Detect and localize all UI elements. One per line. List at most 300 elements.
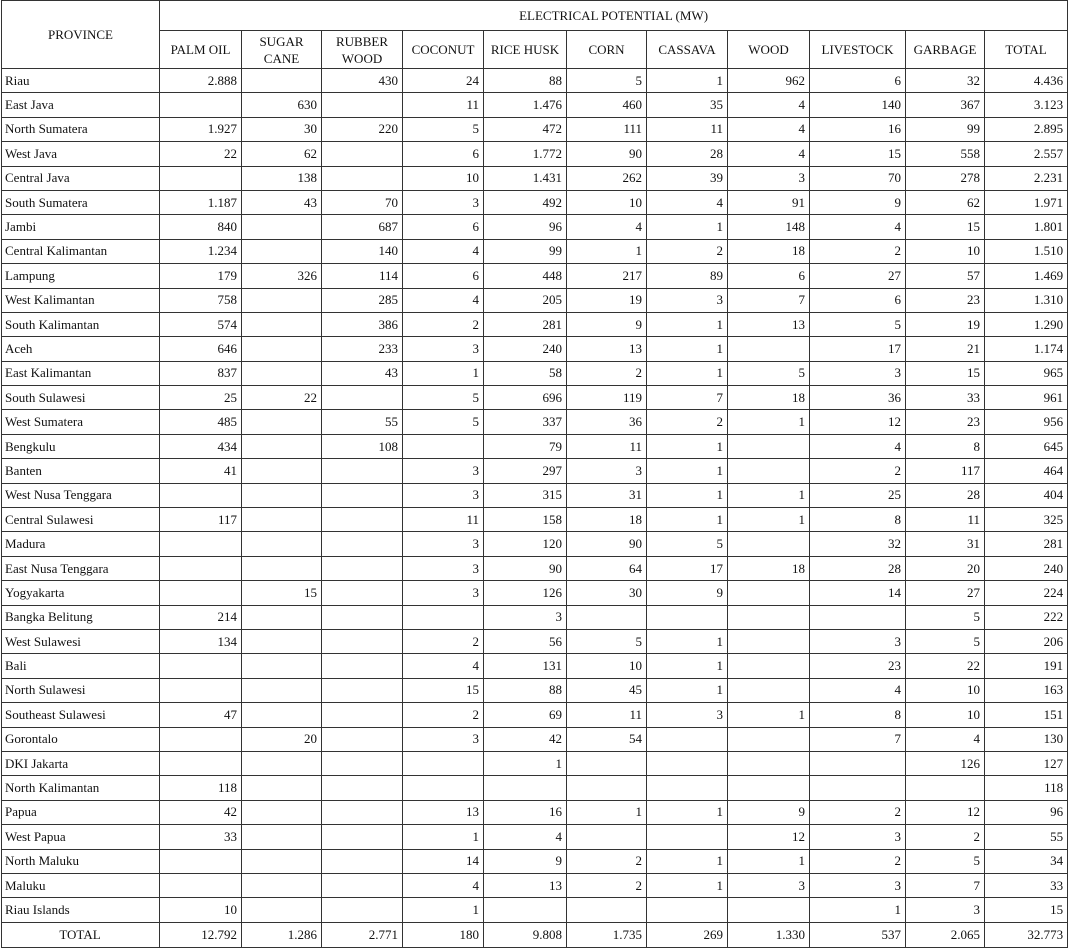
table-row <box>2 69 1068 93</box>
value-cell: 5 <box>906 629 985 653</box>
column-header-cassava: CASSAVA <box>647 31 728 69</box>
value-cell: 485 <box>160 410 242 434</box>
province-cell: North Sulawesi <box>2 678 160 702</box>
value-cell: 222 <box>985 605 1068 629</box>
value-cell: 99 <box>484 239 567 263</box>
value-cell <box>242 288 322 312</box>
value-cell <box>728 581 810 605</box>
value-cell: 1 <box>403 825 484 849</box>
value-cell: 2 <box>403 703 484 727</box>
value-cell: 17 <box>647 556 728 580</box>
province-cell: Banten <box>2 459 160 483</box>
value-cell: 34 <box>985 849 1068 873</box>
province-cell: South Kalimantan <box>2 312 160 336</box>
table-row <box>2 703 1068 727</box>
value-cell: 1 <box>647 361 728 385</box>
value-cell <box>160 751 242 775</box>
value-cell: 42 <box>160 800 242 824</box>
value-cell: 11 <box>567 703 647 727</box>
header-row-group <box>2 1 1068 31</box>
total-cell: 1.330 <box>728 922 810 947</box>
value-cell: 6 <box>403 264 484 288</box>
value-cell: 233 <box>322 337 403 361</box>
value-cell <box>484 898 567 922</box>
value-cell: 5 <box>403 386 484 410</box>
table-row <box>2 751 1068 775</box>
value-cell: 3 <box>647 288 728 312</box>
province-cell: Maluku <box>2 873 160 897</box>
value-cell: 62 <box>242 142 322 166</box>
value-cell: 32 <box>810 532 906 556</box>
value-cell: 30 <box>567 581 647 605</box>
province-cell: West Java <box>2 142 160 166</box>
value-cell <box>160 93 242 117</box>
value-cell: 240 <box>985 556 1068 580</box>
column-header-coconut: COCONUT <box>403 31 484 69</box>
table-row <box>2 776 1068 800</box>
value-cell: 120 <box>484 532 567 556</box>
value-cell: 558 <box>906 142 985 166</box>
province-cell: Jambi <box>2 215 160 239</box>
value-cell: 1 <box>567 239 647 263</box>
value-cell <box>647 605 728 629</box>
value-cell: 4 <box>728 142 810 166</box>
table-row <box>2 312 1068 336</box>
table-row <box>2 508 1068 532</box>
value-cell: 430 <box>322 69 403 93</box>
value-cell: 285 <box>322 288 403 312</box>
value-cell <box>242 605 322 629</box>
value-cell <box>322 556 403 580</box>
value-cell: 126 <box>484 581 567 605</box>
value-cell <box>322 605 403 629</box>
value-cell: 1 <box>647 69 728 93</box>
value-cell <box>322 142 403 166</box>
value-cell: 3 <box>906 898 985 922</box>
column-header-sugar-cane: SUGAR CANE <box>242 31 322 69</box>
value-cell <box>160 532 242 556</box>
value-cell: 2 <box>906 825 985 849</box>
value-cell: 11 <box>567 434 647 458</box>
value-cell <box>322 386 403 410</box>
value-cell <box>647 776 728 800</box>
value-cell: 2 <box>403 312 484 336</box>
value-cell: 96 <box>484 215 567 239</box>
value-cell <box>647 751 728 775</box>
value-cell: 386 <box>322 312 403 336</box>
value-cell <box>322 678 403 702</box>
value-cell: 434 <box>160 434 242 458</box>
value-cell: 4 <box>403 873 484 897</box>
value-cell: 4.436 <box>985 69 1068 93</box>
value-cell <box>322 166 403 190</box>
value-cell <box>403 434 484 458</box>
value-cell <box>728 532 810 556</box>
value-cell <box>567 605 647 629</box>
value-cell: 961 <box>985 386 1068 410</box>
value-cell <box>810 605 906 629</box>
province-cell: West Nusa Tenggara <box>2 483 160 507</box>
value-cell <box>322 93 403 117</box>
value-cell: 91 <box>728 190 810 214</box>
column-header-rubber-wood: RUBBER WOOD <box>322 31 403 69</box>
value-cell: 3 <box>647 703 728 727</box>
value-cell: 20 <box>906 556 985 580</box>
value-cell: 1.971 <box>985 190 1068 214</box>
header-row-columns <box>2 31 1068 69</box>
value-cell <box>728 459 810 483</box>
value-cell: 33 <box>160 825 242 849</box>
value-cell <box>160 849 242 873</box>
value-cell: 7 <box>647 386 728 410</box>
value-cell <box>322 776 403 800</box>
value-cell: 90 <box>567 142 647 166</box>
value-cell: 4 <box>647 190 728 214</box>
value-cell: 13 <box>728 312 810 336</box>
value-cell: 206 <box>985 629 1068 653</box>
value-cell: 464 <box>985 459 1068 483</box>
column-header-garbage: GARBAGE <box>906 31 985 69</box>
province-cell: East Kalimantan <box>2 361 160 385</box>
value-cell: 3 <box>810 361 906 385</box>
total-cell: 180 <box>403 922 484 947</box>
total-cell: 269 <box>647 922 728 947</box>
value-cell <box>242 239 322 263</box>
value-cell: 472 <box>484 117 567 141</box>
province-cell: Bangka Belitung <box>2 605 160 629</box>
table-row <box>2 605 1068 629</box>
value-cell: 90 <box>567 532 647 556</box>
table-row <box>2 288 1068 312</box>
value-cell: 22 <box>242 386 322 410</box>
value-cell: 5 <box>403 117 484 141</box>
value-cell: 5 <box>906 849 985 873</box>
value-cell: 24 <box>403 69 484 93</box>
value-cell <box>728 434 810 458</box>
value-cell <box>322 800 403 824</box>
province-cell: Southeast Sulawesi <box>2 703 160 727</box>
value-cell: 10 <box>567 654 647 678</box>
value-cell <box>242 508 322 532</box>
total-cell: 12.792 <box>160 922 242 947</box>
value-cell: 108 <box>322 434 403 458</box>
value-cell <box>242 337 322 361</box>
value-cell: 4 <box>728 93 810 117</box>
value-cell: 220 <box>322 117 403 141</box>
value-cell: 758 <box>160 288 242 312</box>
value-cell: 16 <box>484 800 567 824</box>
value-cell: 25 <box>160 386 242 410</box>
value-cell: 19 <box>567 288 647 312</box>
value-cell: 151 <box>985 703 1068 727</box>
column-header-corn: CORN <box>567 31 647 69</box>
table-row <box>2 166 1068 190</box>
value-cell: 96 <box>985 800 1068 824</box>
value-cell: 4 <box>906 727 985 751</box>
value-cell: 88 <box>484 678 567 702</box>
value-cell: 31 <box>567 483 647 507</box>
value-cell: 57 <box>906 264 985 288</box>
value-cell: 1.310 <box>985 288 1068 312</box>
value-cell <box>906 776 985 800</box>
value-cell: 1 <box>728 483 810 507</box>
value-cell: 10 <box>403 166 484 190</box>
value-cell: 62 <box>906 190 985 214</box>
value-cell: 1.187 <box>160 190 242 214</box>
value-cell: 18 <box>728 386 810 410</box>
value-cell: 3.123 <box>985 93 1068 117</box>
value-cell <box>242 312 322 336</box>
value-cell: 1.772 <box>484 142 567 166</box>
value-cell: 158 <box>484 508 567 532</box>
value-cell: 3 <box>403 532 484 556</box>
value-cell: 64 <box>567 556 647 580</box>
value-cell <box>567 751 647 775</box>
value-cell: 45 <box>567 678 647 702</box>
value-cell: 70 <box>322 190 403 214</box>
value-cell: 3 <box>728 873 810 897</box>
table-body <box>2 69 1068 923</box>
value-cell: 9 <box>810 190 906 214</box>
value-cell: 6 <box>810 69 906 93</box>
value-cell: 23 <box>906 288 985 312</box>
value-cell <box>322 703 403 727</box>
value-cell: 12 <box>906 800 985 824</box>
value-cell <box>403 776 484 800</box>
value-cell: 326 <box>242 264 322 288</box>
value-cell: 1 <box>403 361 484 385</box>
province-cell: DKI Jakarta <box>2 751 160 775</box>
province-cell: North Sumatera <box>2 117 160 141</box>
value-cell: 3 <box>403 727 484 751</box>
table-row <box>2 678 1068 702</box>
value-cell: 315 <box>484 483 567 507</box>
value-cell: 4 <box>403 288 484 312</box>
value-cell: 89 <box>647 264 728 288</box>
province-header: PROVINCE <box>2 1 160 69</box>
value-cell: 6 <box>728 264 810 288</box>
value-cell: 1 <box>728 410 810 434</box>
table-row <box>2 117 1068 141</box>
column-header-palm-oil: PALM OIL <box>160 31 242 69</box>
value-cell: 1.431 <box>484 166 567 190</box>
province-cell: Central Kalimantan <box>2 239 160 263</box>
value-cell: 6 <box>810 288 906 312</box>
province-cell: West Sulawesi <box>2 629 160 653</box>
value-cell: 1 <box>403 898 484 922</box>
value-cell: 54 <box>567 727 647 751</box>
value-cell: 278 <box>906 166 985 190</box>
value-cell: 15 <box>242 581 322 605</box>
value-cell: 23 <box>906 410 985 434</box>
province-cell: Bengkulu <box>2 434 160 458</box>
value-cell: 27 <box>810 264 906 288</box>
value-cell <box>322 508 403 532</box>
table-row <box>2 483 1068 507</box>
value-cell <box>647 727 728 751</box>
value-cell: 1.234 <box>160 239 242 263</box>
province-cell: Papua <box>2 800 160 824</box>
value-cell: 965 <box>985 361 1068 385</box>
value-cell: 1.476 <box>484 93 567 117</box>
value-cell <box>728 654 810 678</box>
value-cell: 1 <box>647 654 728 678</box>
value-cell: 111 <box>567 117 647 141</box>
value-cell: 18 <box>728 556 810 580</box>
value-cell: 10 <box>567 190 647 214</box>
value-cell: 1 <box>810 898 906 922</box>
value-cell: 191 <box>985 654 1068 678</box>
column-header-total: TOTAL <box>985 31 1068 69</box>
value-cell: 3 <box>810 629 906 653</box>
value-cell: 1.801 <box>985 215 1068 239</box>
value-cell: 1 <box>647 483 728 507</box>
province-cell: West Sumatera <box>2 410 160 434</box>
value-cell: 70 <box>810 166 906 190</box>
value-cell: 1 <box>567 800 647 824</box>
table-row <box>2 215 1068 239</box>
province-cell: Central Java <box>2 166 160 190</box>
total-label: TOTAL <box>2 922 160 947</box>
value-cell: 126 <box>906 751 985 775</box>
value-cell: 5 <box>728 361 810 385</box>
value-cell <box>728 337 810 361</box>
value-cell: 1 <box>728 703 810 727</box>
value-cell: 4 <box>810 678 906 702</box>
value-cell: 28 <box>810 556 906 580</box>
total-cell: 9.808 <box>484 922 567 947</box>
value-cell: 262 <box>567 166 647 190</box>
value-cell: 148 <box>728 215 810 239</box>
electrical-potential-table <box>1 0 1068 948</box>
value-cell: 1.510 <box>985 239 1068 263</box>
value-cell: 39 <box>647 166 728 190</box>
value-cell: 118 <box>160 776 242 800</box>
province-cell: North Kalimantan <box>2 776 160 800</box>
province-cell: East Nusa Tenggara <box>2 556 160 580</box>
group-header: ELECTRICAL POTENTIAL (MW) <box>160 1 1068 31</box>
table-row <box>2 93 1068 117</box>
value-cell: 460 <box>567 93 647 117</box>
value-cell <box>810 751 906 775</box>
value-cell <box>242 678 322 702</box>
value-cell: 69 <box>484 703 567 727</box>
value-cell: 140 <box>810 93 906 117</box>
value-cell <box>242 825 322 849</box>
value-cell: 5 <box>906 605 985 629</box>
value-cell: 11 <box>647 117 728 141</box>
table-row <box>2 849 1068 873</box>
value-cell <box>242 800 322 824</box>
value-cell <box>403 605 484 629</box>
value-cell: 1 <box>647 629 728 653</box>
value-cell: 36 <box>810 386 906 410</box>
value-cell: 2 <box>567 849 647 873</box>
value-cell: 840 <box>160 215 242 239</box>
value-cell: 1 <box>647 337 728 361</box>
column-header-livestock: LIVESTOCK <box>810 31 906 69</box>
value-cell: 130 <box>985 727 1068 751</box>
value-cell <box>647 825 728 849</box>
table-row <box>2 239 1068 263</box>
value-cell <box>322 581 403 605</box>
value-cell: 36 <box>567 410 647 434</box>
value-cell: 28 <box>906 483 985 507</box>
value-cell: 1 <box>728 849 810 873</box>
value-cell: 2 <box>810 459 906 483</box>
province-cell: West Papua <box>2 825 160 849</box>
value-cell: 6 <box>403 215 484 239</box>
table-row <box>2 386 1068 410</box>
table-row <box>2 142 1068 166</box>
value-cell: 3 <box>810 873 906 897</box>
value-cell <box>242 849 322 873</box>
value-cell: 2.895 <box>985 117 1068 141</box>
table-row <box>2 264 1068 288</box>
value-cell: 19 <box>906 312 985 336</box>
table-row <box>2 532 1068 556</box>
total-cell: 2.771 <box>322 922 403 947</box>
value-cell: 88 <box>484 69 567 93</box>
value-cell: 3 <box>403 581 484 605</box>
province-cell: East Java <box>2 93 160 117</box>
table-row <box>2 581 1068 605</box>
value-cell: 4 <box>484 825 567 849</box>
value-cell: 10 <box>906 239 985 263</box>
value-cell: 448 <box>484 264 567 288</box>
value-cell <box>728 776 810 800</box>
value-cell: 23 <box>810 654 906 678</box>
table-row <box>2 434 1068 458</box>
value-cell: 1.174 <box>985 337 1068 361</box>
value-cell: 5 <box>647 532 728 556</box>
value-cell <box>242 703 322 727</box>
value-cell: 2 <box>810 849 906 873</box>
province-cell: West Kalimantan <box>2 288 160 312</box>
value-cell: 492 <box>484 190 567 214</box>
value-cell <box>567 776 647 800</box>
table-row <box>2 337 1068 361</box>
value-cell: 56 <box>484 629 567 653</box>
value-cell: 138 <box>242 166 322 190</box>
value-cell <box>322 532 403 556</box>
value-cell: 4 <box>403 239 484 263</box>
value-cell: 4 <box>403 654 484 678</box>
value-cell <box>160 581 242 605</box>
value-cell: 5 <box>810 312 906 336</box>
value-cell <box>160 166 242 190</box>
value-cell: 646 <box>160 337 242 361</box>
value-cell: 1 <box>484 751 567 775</box>
value-cell <box>242 532 322 556</box>
value-cell: 4 <box>728 117 810 141</box>
value-cell: 3 <box>810 825 906 849</box>
value-cell: 140 <box>322 239 403 263</box>
value-cell: 42 <box>484 727 567 751</box>
value-cell: 687 <box>322 215 403 239</box>
value-cell <box>728 605 810 629</box>
value-cell <box>242 459 322 483</box>
value-cell: 17 <box>810 337 906 361</box>
value-cell: 5 <box>567 69 647 93</box>
value-cell: 131 <box>484 654 567 678</box>
value-cell <box>242 873 322 897</box>
value-cell: 43 <box>242 190 322 214</box>
value-cell <box>160 556 242 580</box>
value-cell: 11 <box>906 508 985 532</box>
value-cell: 2 <box>810 800 906 824</box>
value-cell: 1 <box>647 678 728 702</box>
